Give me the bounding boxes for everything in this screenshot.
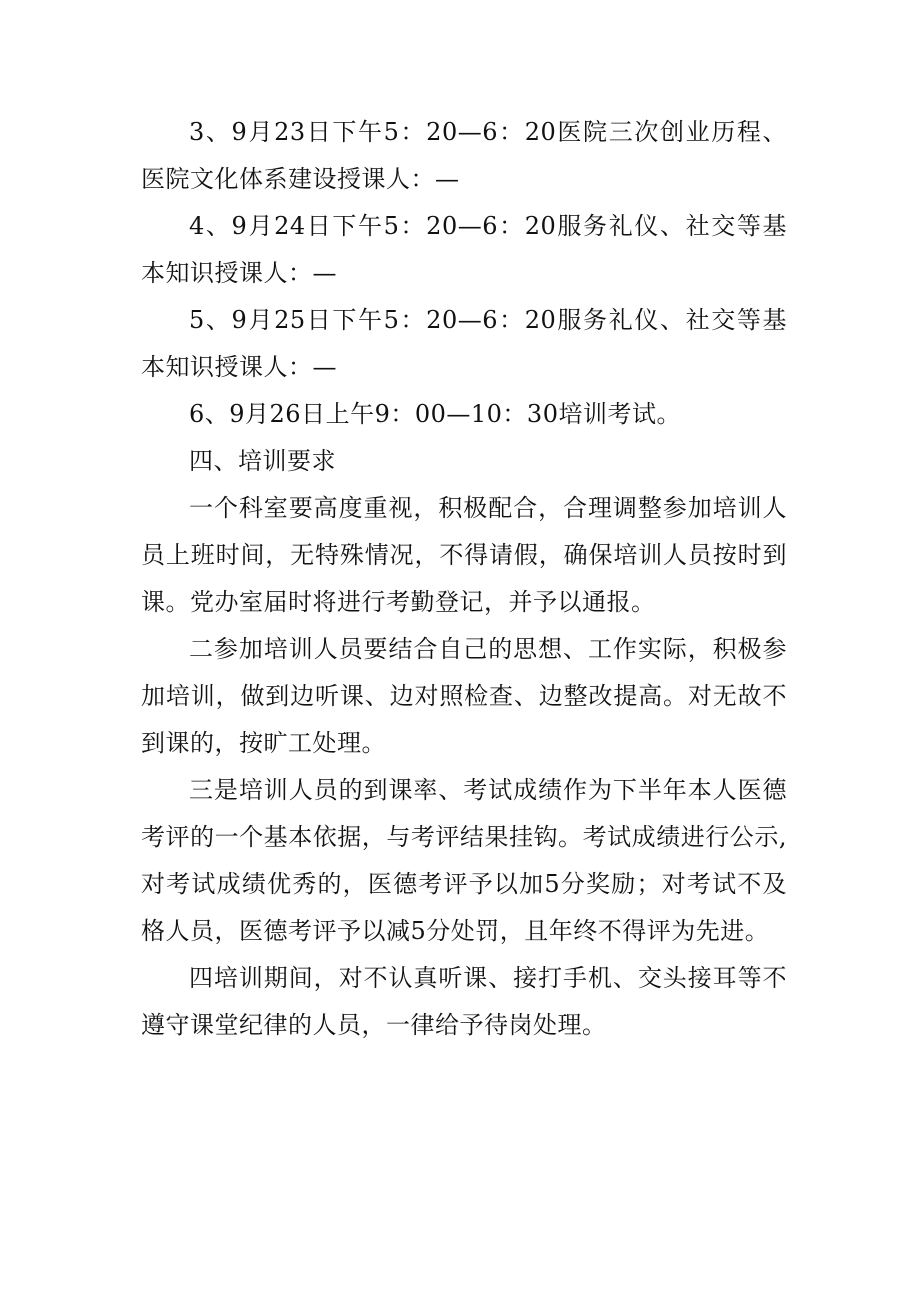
paragraph-requirement-1: 一个科室要高度重视，积极配合，合理调整参加培训人员上班时间，无特殊情况，不得请假，确保培训人员按时到课。党办室届时将进行考勤登记，并予以通报。 xyxy=(141,494,787,616)
paragraph-schedule-6: 6、9月26日上午9：00—10：30培训考试。 xyxy=(189,400,681,428)
paragraph-schedule-3: 3、9月23日下午5：20—6：20医院三次创业历程、医院文化体系建设授课人：— xyxy=(141,118,787,193)
paragraph-requirement-4: 四培训期间，对不认真听课、接打手机、交头接耳等不遵守课堂纪律的人员，一律给予待岗处理。 xyxy=(141,964,787,1039)
paragraph-schedule-5: 5、9月25日下午5：20—6：20服务礼仪、社交等基本知识授课人：— xyxy=(141,306,787,381)
paragraph-schedule-4: 4、9月24日下午5：20—6：20服务礼仪、社交等基本知识授课人：— xyxy=(141,212,787,287)
paragraph-requirement-2: 二参加培训人员要结合自己的思想、工作实际，积极参加培训，做到边听课、边对照检查、边整改提高。对无故不到课的，按旷工处理。 xyxy=(141,635,787,757)
section-heading-requirements: 四、培训要求 xyxy=(189,447,336,475)
document-body xyxy=(141,109,787,1049)
paragraph-requirement-3: 三是培训人员的到课率、考试成绩作为下半年本人医德考评的一个基本依据，与考评结果挂钩。考试成绩进行公示,对考试成绩优秀的，医德考评予以加5分奖励；对考试不及格人员，医德考评予以减5分处罚，且年终不得评为先进。 xyxy=(141,776,787,945)
